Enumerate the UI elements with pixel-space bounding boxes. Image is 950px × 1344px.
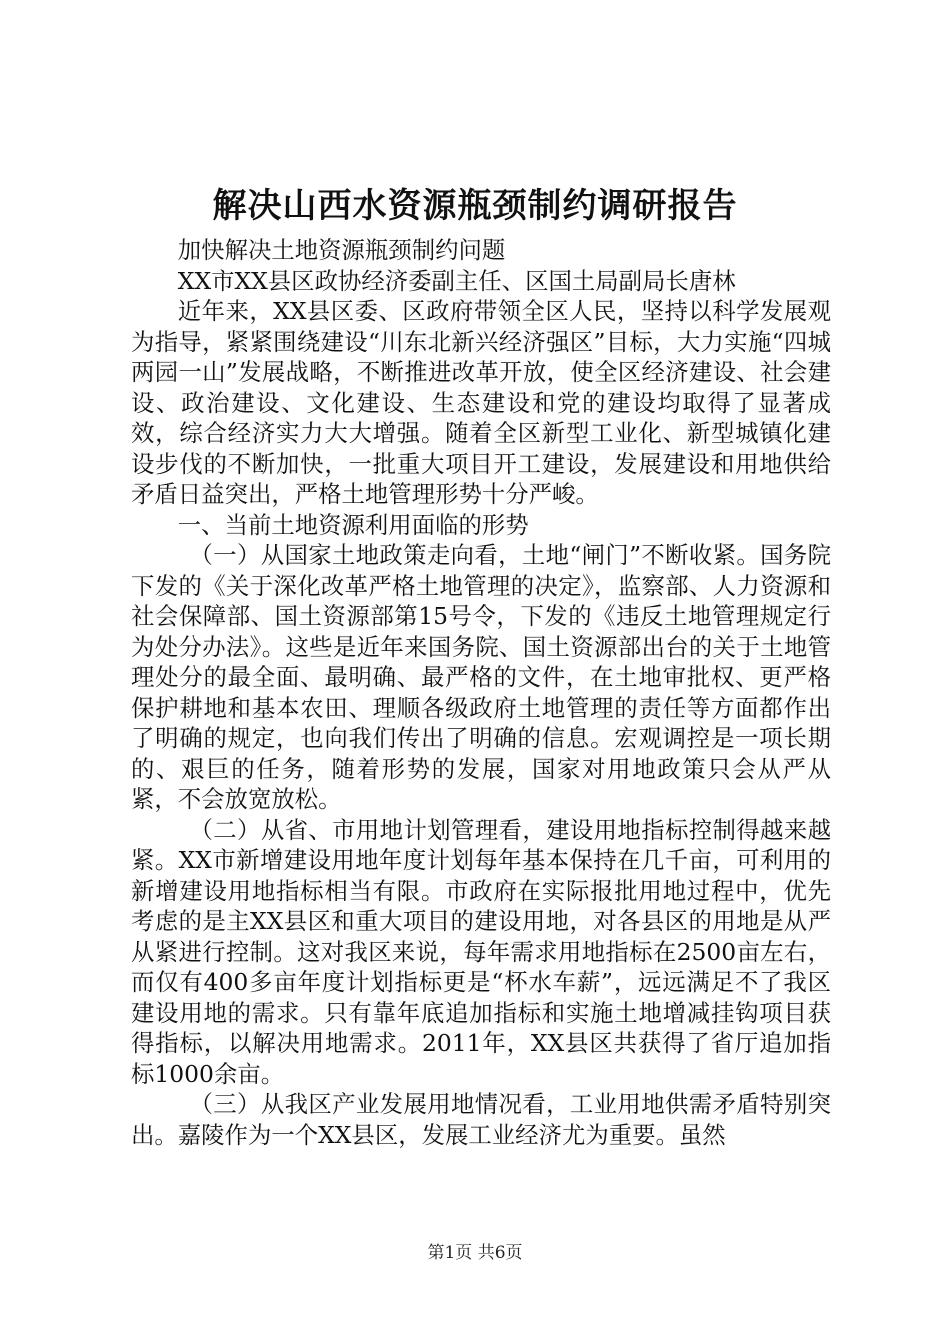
document-title: 解决山西水资源瓶颈制约调研报告 [212,186,738,226]
page-number: 第1页 共6页 [427,1243,523,1263]
paragraph-3: （三）从我区产业发展用地情况看，工业用地供需矛盾特别突出。嘉陵作为一个XX县区，发展工业经济尤为重要。虽然 [131,1090,831,1149]
paragraph-intro: 近年来，XX县区委、区政府带领全区人民，坚持以科学发展观为指导，紧紧围绕建设“川东北新兴经济强区”目标，大力实施“四城两园一山”发展战略，不断推进改革开放，使全区经济建设、社会建设、政治建设、文化建设、生态建设和党的建设均取得了显著成效，综合经济实力大大增强。随着全区新型工业化、新型城镇化建设步伐的不断加快，一批重大项目开工建设，发展建设和用地供给矛盾日益突出，严格土地管理形势十分严峻。 [131,297,831,508]
paragraph-2: （二）从省、市用地计划管理看，建设用地指标控制得越来越紧。XX市新增建设用地年度计划每年基本保持在几千亩，可利用的新增建设用地指标相当有限。市政府在实际报批用地过程中，优先考虑的是主XX县区和重大项目的建设用地，对各县区的用地是从严从紧进行控制。这对我区来说，每年需求用地指标在2500亩左右，而仅有400多亩年度计划指标更是“杯水车薪”，远远满足不了我区建设用地的需求。只有靠年底追加指标和实施土地增减挂钩项目获得指标，以解决用地需求。2011年，XX县区共获得了省厅追加指标1000余亩。 [131,815,831,1088]
document-author: XX市XX县区政协经济委副主任、区国土局副局长唐林 [177,266,736,295]
paragraph-1: （一）从国家土地政策走向看，土地“闸门”不断收紧。国务院下发的《关于深化改革严格土地管理的决定》，监察部、人力资源和社会保障部、国土资源部第15号令，下发的《违反土地管理规定行为处分办法》。这些是近年来国务院、国土资源部出台的关于土地管理处分的最全面、最明确、最严格的文件，在土地审批权、更严格保护耕地和基本农田、理顺各级政府土地管理的责任等方面都作出了明确的规定，也向我们传出了明确的信息。宏观调控是一项长期的、艰巨的任务，随着形势的发展，国家对用地政策只会从严从紧，不会放宽放松。 [131,541,831,813]
document-body [131,235,831,1150]
document-subtitle: 加快解决土地资源瓶颈制约问题 [177,236,506,264]
section-heading: 一、当前土地资源利用面临的形势 [177,510,529,539]
